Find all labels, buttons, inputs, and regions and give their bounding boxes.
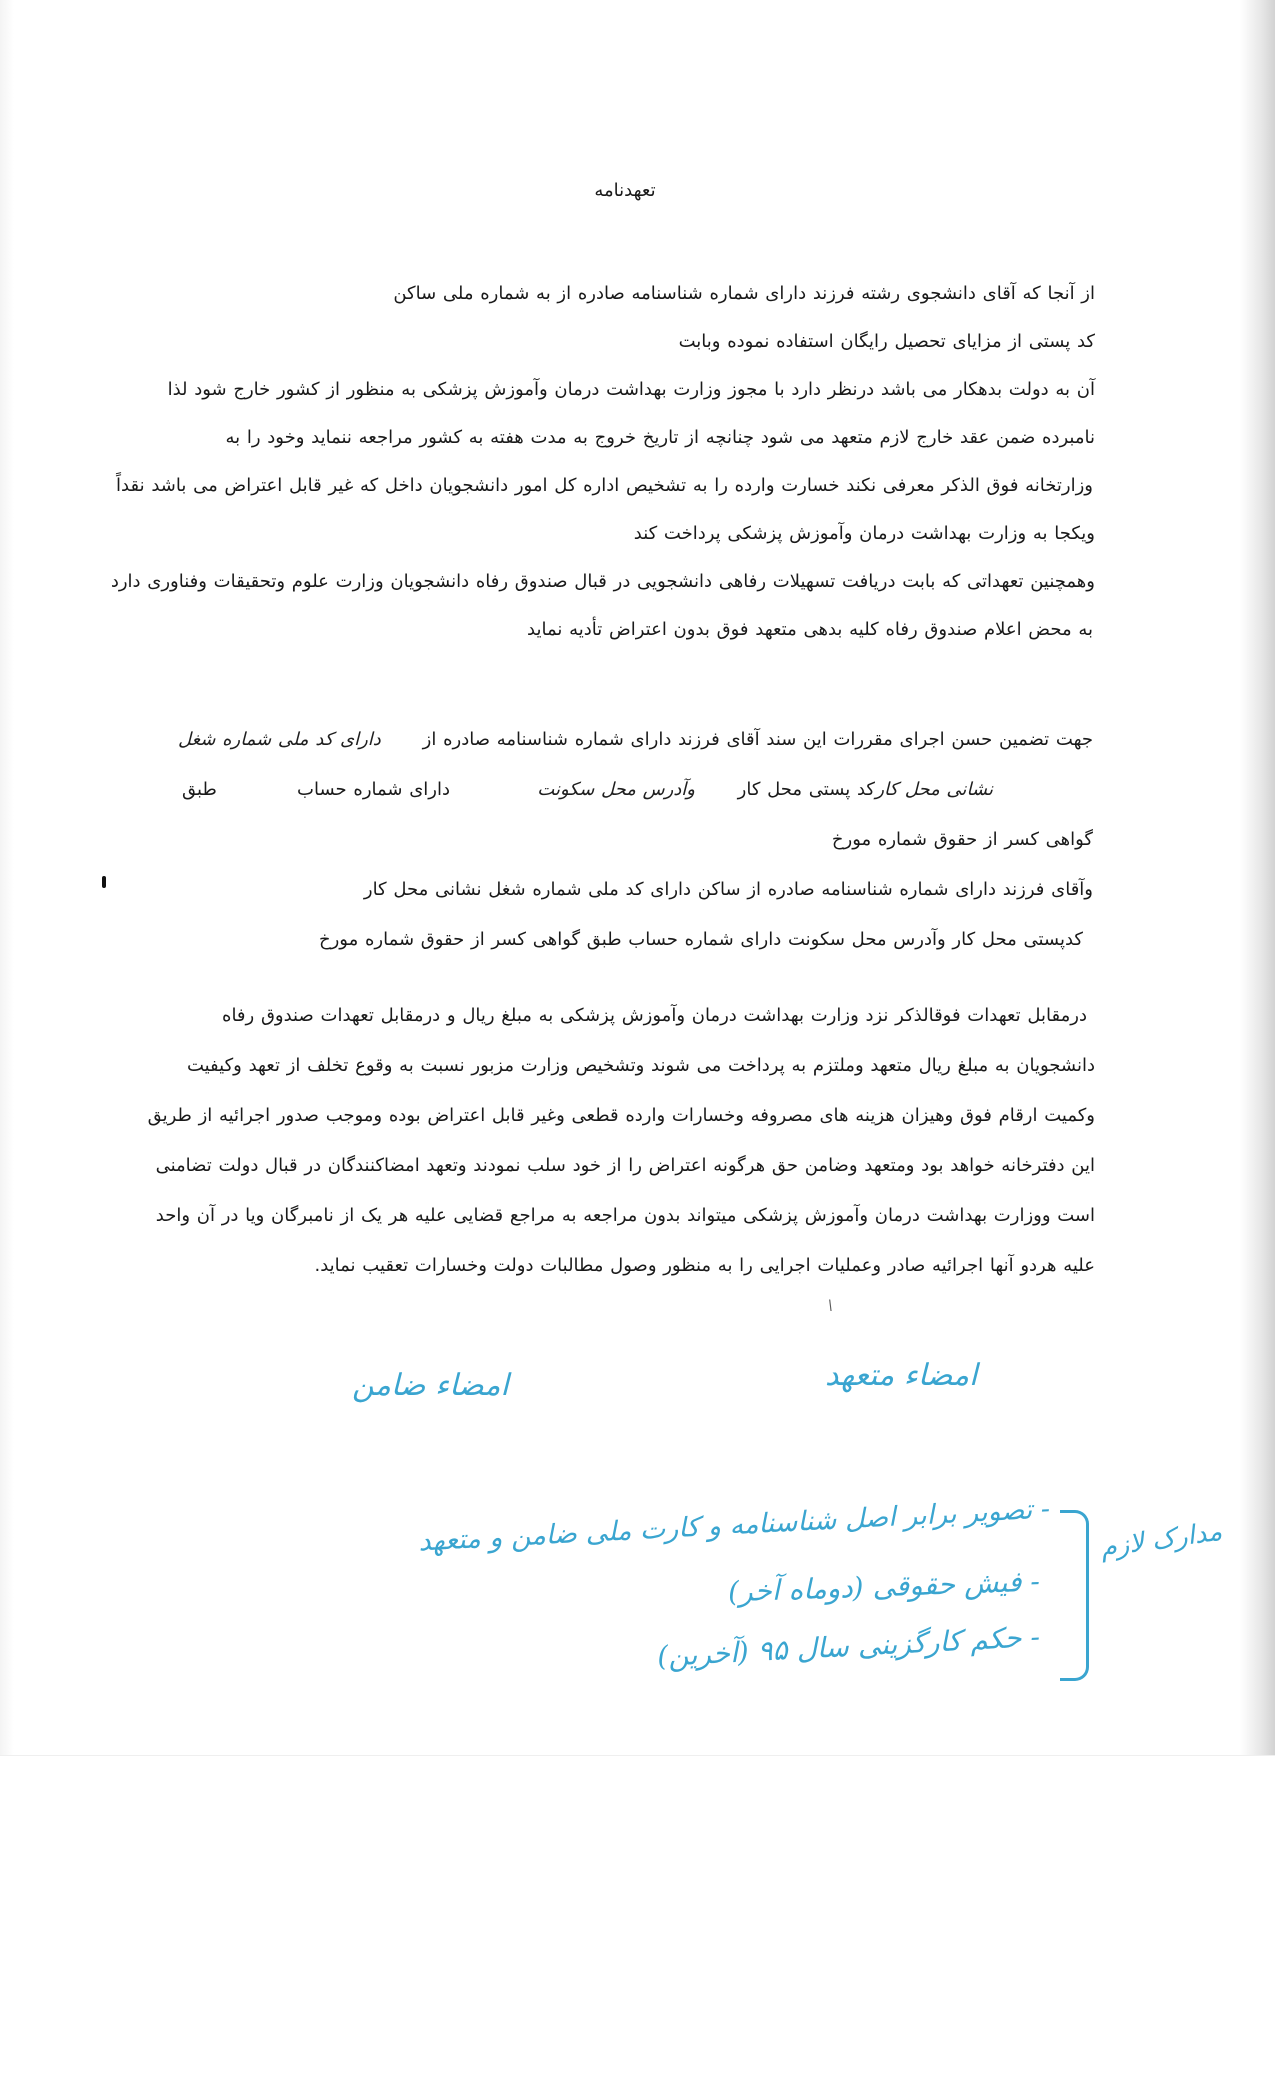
guarantee-signature: امضاء ضامن <box>352 1368 509 1403</box>
guarantee-line4: وآقای فرزند دارای شماره شناسنامه صادره از ساکن دارای کد ملی شماره شغل نشانی محل کار <box>363 879 1093 900</box>
paragraph1-line2: کد پستی از مزایای تحصیل رایگان استفاده نموده وبابت <box>678 331 1095 352</box>
tick-mark: \ <box>828 1298 833 1314</box>
guarantee-line2-according: طبق <box>182 779 217 800</box>
paragraph1-line7: وهمچنین تعهداتی که بابت دریافت تسهیلات رفاهی دانشجویی در قبال صندوق رفاه دانشجویان وزارت علوم وتحقیقات وفناوری دارد <box>110 571 1095 592</box>
guarantee-line3: گواهی کسر از حقوق شماره مورخ <box>831 829 1093 850</box>
paragraph1-line3: آن به دولت بدهکار می باشد درنظر دارد با مجوز وزارت بهداشت درمان وآموزش پزشکی به منظور از کشور خارج شود لذا <box>167 379 1095 400</box>
paragraph1-line8: به محض اعلام صندوق رفاه کلیه بدهی متعهد فوق بدون اعتراض تأدیه نماید <box>527 619 1093 640</box>
guarantee-line2-workplace-address: نشانی محل کار <box>875 779 993 800</box>
document-title: تعهدنامه <box>594 180 656 201</box>
required-documents-label: مدارک لازم <box>1098 1516 1224 1564</box>
required-document-1: - تصویر برابر اصل شناسنامه و کارت ملی ضامن و متعهد <box>417 1493 1051 1558</box>
ink-dot <box>102 876 106 888</box>
paragraph3-line5: است ووزارت بهداشت درمان وآموزش پزشکی میتواند بدون مراجعه به مراجع قضایی علیه هر یک از نامبرگان ویا در آن واحد <box>155 1205 1095 1226</box>
required-document-3: - حکم کارگزینی سال ۹۵ (آخرین) <box>656 1619 1041 1674</box>
paragraph3-line6: علیه هردو آنها اجرائیه صادر وعملیات اجرایی را به منظور وصول مطالبات دولت وخسارات تعقیب نماید. <box>314 1255 1095 1276</box>
paragraph1-line1: از آنجا که آقای دانشجوی رشته فرزند دارای شماره شناسنامه صادره از به شماره ملی ساکن <box>393 283 1095 304</box>
guarantee-line5: کدپستی محل کار وآدرس محل سکونت دارای شماره حساب طبق گواهی کسر از حقوق شماره مورخ <box>319 929 1083 950</box>
required-document-2: - فیش حقوقی (دوماه آخر) <box>727 1564 1041 1609</box>
guarantor-signature: امضاء متعهد <box>825 1358 978 1393</box>
note-bracket <box>1060 1510 1089 1681</box>
guarantee-line1-handwritten: دارای کد ملی شماره شغل <box>178 729 381 750</box>
paragraph3-line4: این دفترخانه خواهد بود ومتعهد وضامن حق هرگونه اعتراض را از خود سلب نمودند وتعهد امضاکنندگان در قبال دولت تضامنی <box>155 1155 1095 1176</box>
paragraph3-line2: دانشجویان به مبلغ ریال متعهد وملتزم به پرداخت می شوند وتشخیص وزارت مزبور نسبت به وقوع تخلف از تعهد وکیفیت <box>186 1055 1095 1076</box>
guarantee-line2-residence-address: وآدرس محل سکونت <box>537 779 695 800</box>
guarantee-line2-account: دارای شماره حساب <box>297 779 450 800</box>
paragraph1-line5: وزارتخانه فوق الذکر معرفی نکند خسارت وارده را به تشخیص اداره کل امور دانشجویان داخل که غیر قابل اعتراض می باشد نقداً <box>116 475 1093 496</box>
guarantee-line2-postal-code: کد پستی محل کار <box>737 779 875 800</box>
paragraph1-line6: ویکجا به وزارت بهداشت درمان وآموزش پزشکی پرداخت کند <box>633 523 1095 544</box>
paragraph3-line1: درمقابل تعهدات فوقالذکر نزد وزارت بهداشت درمان وآموزش پزشکی به مبلغ ریال و درمقابل تعهدات صندوق رفاه <box>222 1005 1087 1026</box>
paragraph3-line3: وکمیت ارقام فوق وهیزان هزینه های مصروفه وخسارات وارده قطعی وغیر قابل اعتراض بوده وموجب صدور اجرائیه از طریق <box>147 1105 1095 1126</box>
paragraph1-line4: نامبرده ضمن عقد خارج لازم متعهد می شود چنانچه از تاریخ خروج به مدت هفته به کشور مراجعه ننماید وخود را به <box>225 427 1095 448</box>
guarantee-line1-print: جهت تضمین حسن اجرای مقررات این سند آقای فرزند دارای شماره شناسنامه صادره از <box>422 729 1093 750</box>
